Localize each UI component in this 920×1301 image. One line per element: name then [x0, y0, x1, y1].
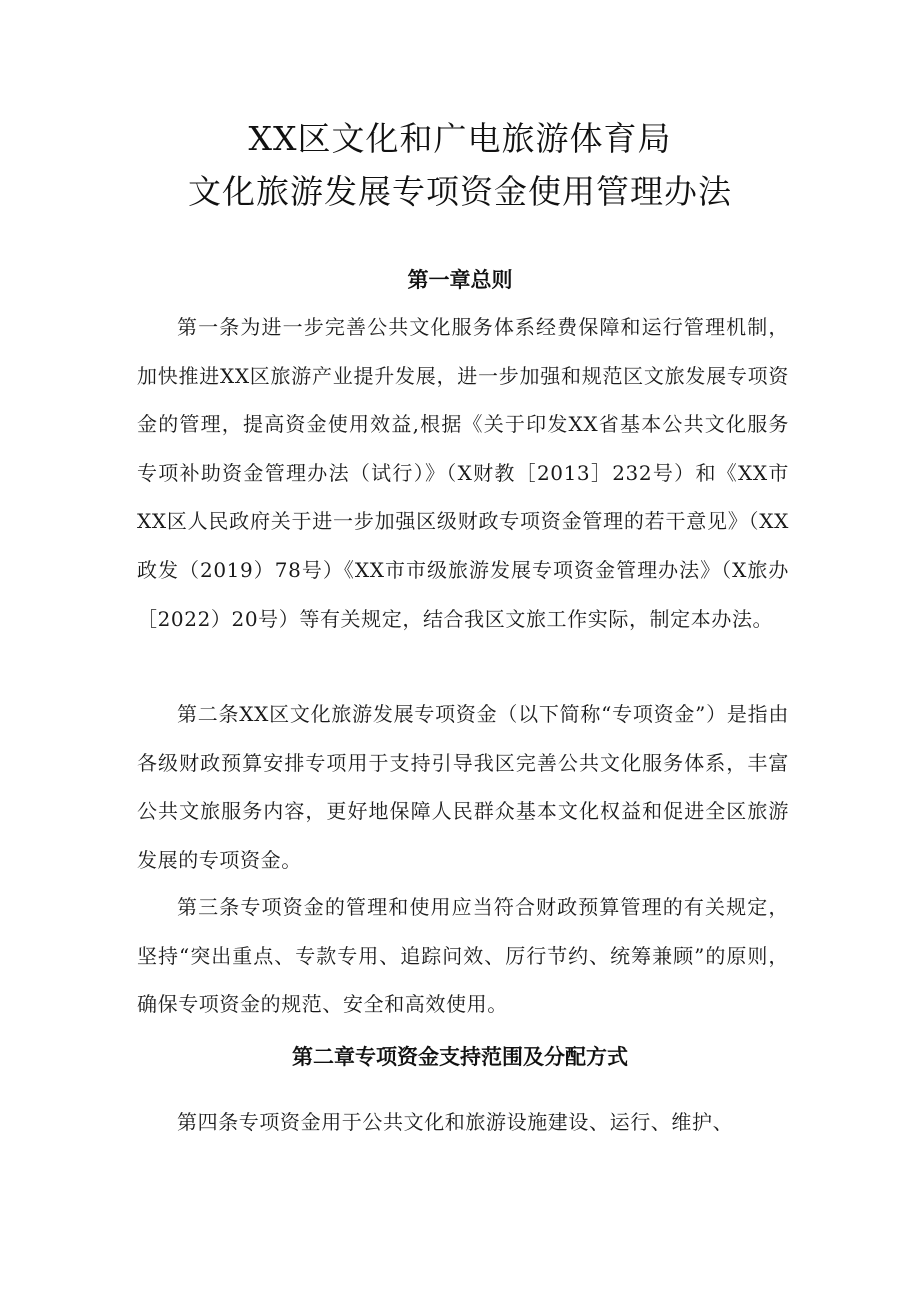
chapter-heading-1: 第一章总则: [407, 268, 513, 292]
document-title-line1: XX区文化和广电旅游体育局: [248, 119, 672, 158]
article-paragraph-3: 第三条专项资金的管理和使用应当符合财政预算管理的有关规定，坚持“突出重点、专款专用、追踪问效、厉行节约、统筹兼顾”的原则，确保专项资金的规范、安全和高效使用。: [137, 895, 789, 1017]
article-paragraph-2: 第二条XX区文化旅游发展专项资金（以下简称“专项资金”）是指由各级财政预算安排专项用于支持引导我区完善公共文化服务体系，丰富公共文旅服务内容，更好地保障人民群众基本文化权益和促进全区旅游发展的专项资金。: [137, 702, 789, 872]
document-title-line2: 文化旅游发展专项资金使用管理办法: [188, 172, 732, 211]
article-paragraph-1: 第一条为进一步完善公共文化服务体系经费保障和运行管理机制，加快推进XX区旅游产业提升发展，进一步加强和规范区文旅发展专项资金的管理，提高资金使用效益,根据《关于印发XX省基本公共文化服务专项补助资金管理办法（试行）》（X财教［2013］232号）和《XX市XX区人民政府关于进一步加强区级财政专项资金管理的若干意见》（XX政发（2019）78号）《XX市市级旅游发展专项资金管理办法》（X旅办［2022）20号）等有关规定，结合我区文旅工作实际，制定本办法。: [137, 315, 789, 631]
article-paragraph-4: 第四条专项资金用于公共文化和旅游设施建设、运行、维护、: [177, 1110, 734, 1134]
chapter-heading-2: 第二章专项资金支持范围及分配方式: [292, 1045, 628, 1069]
